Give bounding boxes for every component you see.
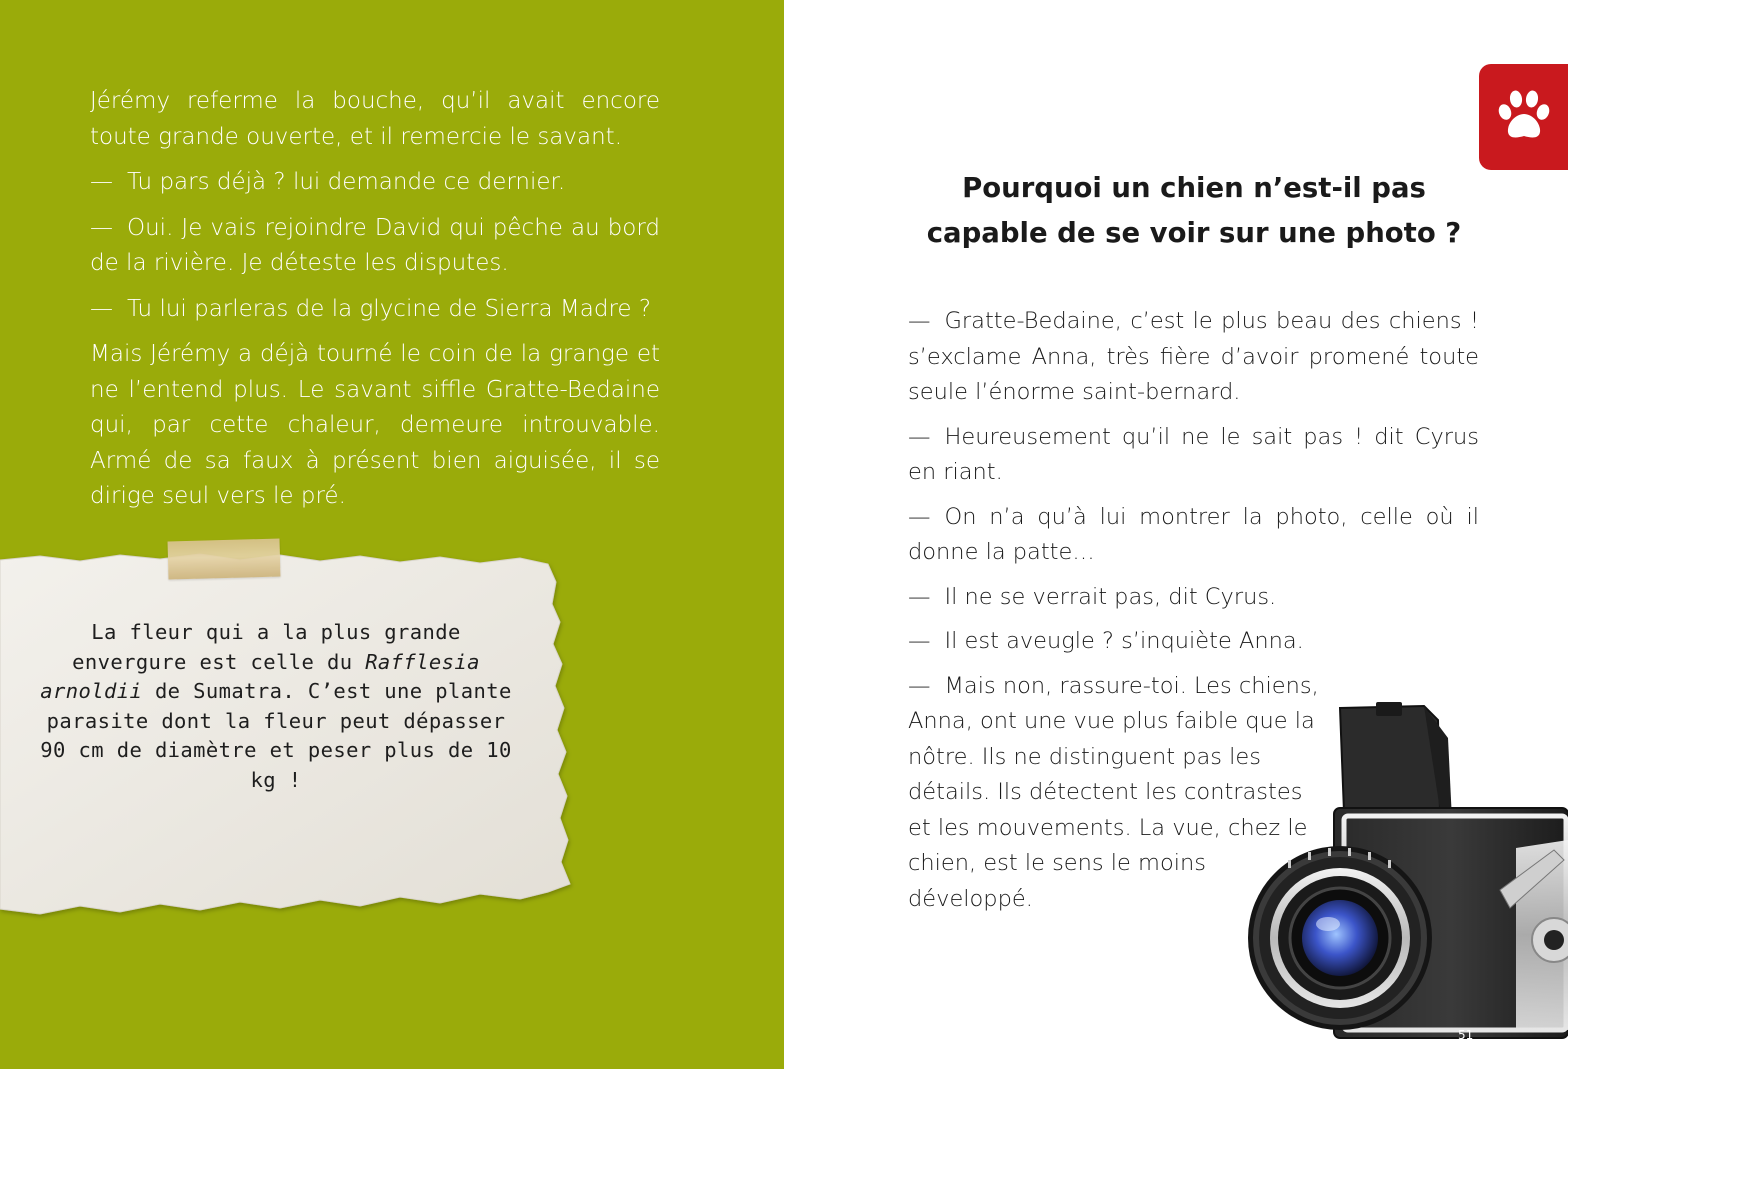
dialogue-line: — Oui. Je vais rejoindre David qui pêche au bord de la rivière. Je déteste les disputes.	[90, 214, 660, 276]
note-text: La fleur qui a la plus grande envergure est celle du Rafflesia arnoldii de Sumatra. C’est une plante parasite dont la fleur peut dépasser 90 cm de diamètre et peser plus de 10 kg !	[40, 620, 512, 792]
paw-icon	[1493, 86, 1555, 148]
dialogue-line: — Tu lui parleras de la glycine de Sierra Madre ?	[90, 295, 652, 322]
dialogue-line: — Mais non, rassure-toi. Les chiens, Anna, ont une vue plus faible que la nôtre. Ils ne distinguent pas les détails. Ils détectent les contrastes et les mouvements. La vue, chez le chien, est le sens le moins développé.	[908, 672, 1319, 912]
title-line-2: capable de se voir sur une photo ?	[926, 217, 1462, 249]
paw-tab	[1479, 64, 1568, 170]
camera-icon	[1248, 700, 1568, 1040]
page-title	[900, 166, 1488, 256]
dialogue-line: — Heureusement qu’il ne le sait pas ! dit Cyrus en riant.	[908, 423, 1479, 485]
dialogue-line: — Il ne se verrait pas, dit Cyrus.	[908, 583, 1277, 610]
paragraph: Jérémy referme la bouche, qu’il avait encore toute grande ouverte, et il remercie le savant.	[90, 88, 660, 150]
page-number: 51	[1458, 1028, 1474, 1042]
species-name: Rafflesia arnoldii	[40, 649, 480, 703]
dialogue-line: — Il est aveugle ? s’inquiète Anna.	[908, 628, 1304, 654]
paragraph: Mais Jérémy a déjà tourné le coin de la grange et ne l’entend plus. Le savant siffle Gratte-Bedaine qui, par cette chaleur, demeure introuvable. Armé de sa faux à présent bien aiguisée, il se dirige seul vers le pré.	[90, 341, 660, 509]
dialogue-line: — Tu pars déjà ? lui demande ce dernier.	[90, 169, 566, 195]
dialogue-line: — On n’a qu’à lui montrer la photo, celle où il donne la patte…	[908, 503, 1479, 565]
tape-strip	[168, 539, 281, 580]
dialogue-line: — Gratte-Bedaine, c’est le plus beau des chiens ! s’exclame Anna, très fière d’avoir promené toute seule l’énorme saint-bernard.	[908, 308, 1479, 405]
title-line-1: Pourquoi un chien n’est-il pas	[962, 172, 1426, 204]
left-story-text	[90, 84, 660, 525]
